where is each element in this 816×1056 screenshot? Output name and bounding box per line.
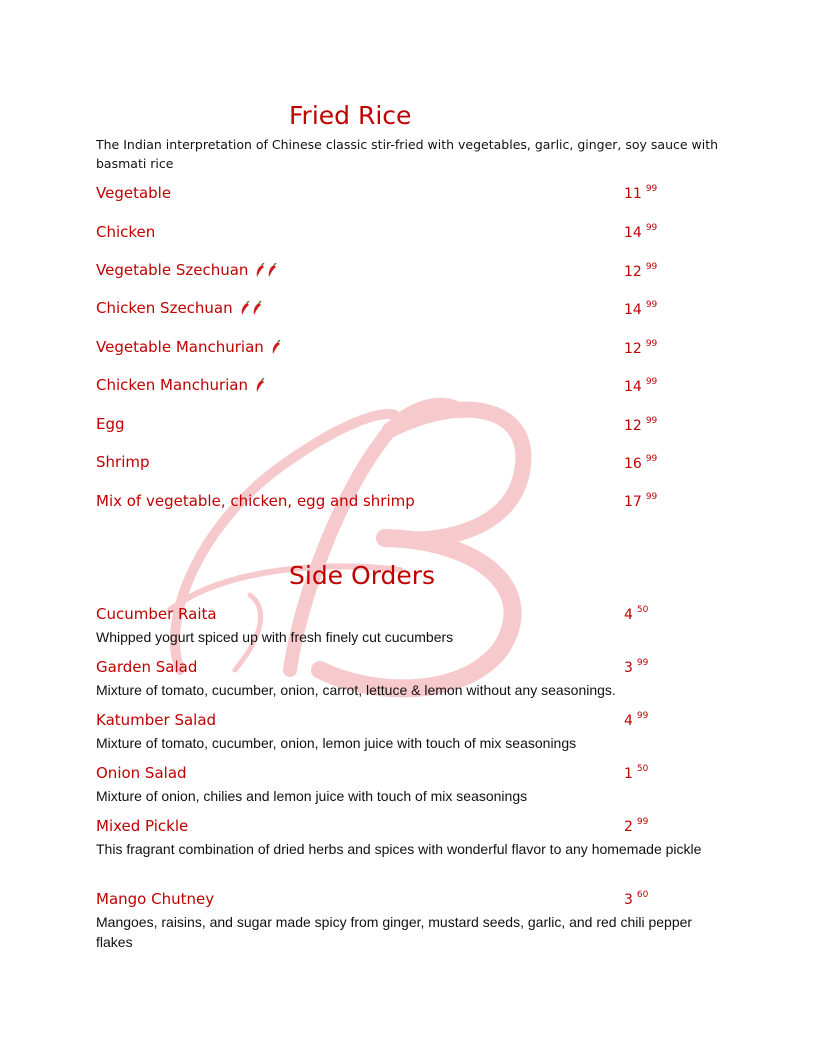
menu-item-price: 14 $^{99}$ (624, 300, 658, 318)
menu-item-description: Mixture of tomato, cucumber, onion, lemon juice with touch of mix seasonings (96, 735, 577, 751)
menu-item-name: Vegetable (96, 184, 172, 202)
menu-item-name: Onion Salad (96, 764, 187, 782)
menu-item-price: 3 $^{99}$ (624, 658, 649, 676)
menu-item-price: 1 $^{50}$ (624, 764, 649, 782)
spice-indicator (255, 378, 266, 393)
spice-indicator (271, 340, 282, 355)
menu-item-name: Chicken (96, 223, 156, 241)
chili-pepper-icon (271, 340, 282, 355)
fried-rice-intro: The Indian interpretation of Chinese classic stir-fried with vegetables, garlic, ginger, soy sauce with basmati rice (96, 137, 719, 171)
menu-item-name: Egg (96, 415, 125, 433)
menu-item-name: Shrimp (96, 453, 150, 471)
chili-pepper-icon (255, 263, 266, 278)
menu-item-name: Mix of vegetable, chicken, egg and shrimp (96, 492, 415, 510)
spice-indicator (240, 301, 263, 316)
menu-item-name: Katumber Salad (96, 711, 217, 729)
fried-rice-title: Fried Rice (289, 101, 412, 130)
menu-item-price: 12 $^{99}$ (624, 262, 658, 280)
menu-item-price: 4 $^{50}$ (624, 605, 649, 623)
menu-item-price: 14 $^{99}$ (624, 377, 658, 395)
chili-pepper-icon (240, 301, 251, 316)
chili-pepper-icon (252, 301, 263, 316)
chili-pepper-icon (267, 263, 278, 278)
menu-item-description: This fragrant combination of dried herbs and spices with wonderful flavor to any homemade pickle (96, 841, 702, 857)
chili-pepper-icon (255, 378, 266, 393)
menu-item-description: Whipped yogurt spiced up with fresh finely cut cucumbers (96, 629, 454, 645)
side-orders-title: Side Orders (289, 561, 436, 590)
menu-item-price: 2 $^{99}$ (624, 817, 649, 835)
menu-item-price: 12 $^{99}$ (624, 339, 658, 357)
menu-item-price: 4 $^{99}$ (624, 711, 649, 729)
menu-item-name: Vegetable Manchurian (96, 338, 282, 356)
menu-item-name: Mixed Pickle (96, 817, 189, 835)
menu-item-description: Mixture of onion, chilies and lemon juice with touch of mix seasonings (96, 788, 528, 804)
menu-item-name: Vegetable Szechuan (96, 261, 278, 279)
menu-item-name: Garden Salad (96, 658, 198, 676)
menu-item-name: Cucumber Raita (96, 605, 217, 623)
menu-item-description: Mixture of tomato, cucumber, onion, carrot, lettuce & lemon without any seasonings. (96, 682, 616, 698)
menu-item-price: 17 $^{99}$ (624, 492, 658, 510)
menu-item-name: Chicken Szechuan (96, 299, 263, 317)
menu-item-description: Mangoes, raisins, and sugar made spicy from ginger, mustard seeds, garlic, and red chili pepper flakes (96, 914, 693, 950)
menu-item-name: Chicken Manchurian (96, 376, 266, 394)
script-b-watermark (140, 370, 570, 700)
menu-item-price: 16 $^{99}$ (624, 454, 658, 472)
menu-item-name: Mango Chutney (96, 890, 215, 908)
menu-item-price: 11 $^{99}$ (624, 184, 658, 202)
spice-indicator (255, 263, 278, 278)
menu-item-price: 14 $^{99}$ (624, 223, 658, 241)
menu-item-price: 3 $^{60}$ (624, 890, 649, 908)
menu-item-price: 12 $^{99}$ (624, 416, 658, 434)
